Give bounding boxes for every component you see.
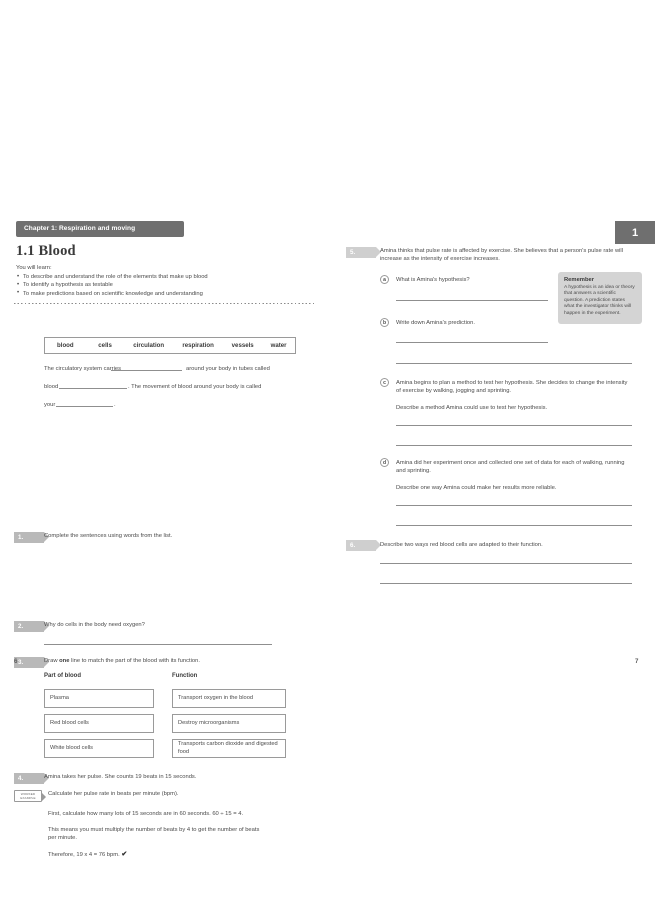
- question-5-prompt: Amina thinks that pulse rate is affected by exercise. She believes that a person's pulse rate will increase as the intensity of exercise increases.: [380, 248, 623, 263]
- question-5c-prompt: Amina begins to plan a method to test her hypothesis. She decides to change the intensity of exercise by walking, jogging and sprinting.: [396, 380, 628, 395]
- list-item: • To identify a hypothesis as testable: [16, 281, 256, 289]
- page-title: 1.1 Blood: [16, 243, 76, 259]
- question-number-label: 3.: [18, 659, 24, 666]
- q1-sentence-part-a: The circulatory system carries: [44, 366, 121, 372]
- answer-line[interactable]: [396, 445, 632, 446]
- question-6-prompt: Describe two ways red blood cells are adapted to their function.: [380, 542, 543, 548]
- question-5b-prompt: Write down Amina's prediction.: [396, 320, 475, 326]
- answer-blank[interactable]: [59, 388, 127, 389]
- match-box-plasma[interactable]: Plasma: [44, 689, 154, 708]
- word-option: vessels: [231, 342, 254, 349]
- word-option: respiration: [182, 342, 214, 349]
- question-5a-prompt: What is Amina's hypothesis?: [396, 277, 470, 283]
- subquestion-a-marker: a: [380, 275, 389, 284]
- subquestion-c-marker: c: [380, 378, 389, 387]
- match-column-header-functions: Function: [172, 673, 198, 679]
- q3-prompt-emphasis: one: [59, 658, 70, 664]
- list-item: • To make predictions based on scientific knowledge and understanding: [16, 290, 256, 298]
- worked-example-badge: [14, 790, 42, 802]
- question-3-prompt: [44, 657, 306, 665]
- subquestion-b-marker: b: [380, 318, 389, 327]
- match-box-function-1[interactable]: Transport oxygen in the blood: [172, 689, 286, 708]
- match-box-red-blood-cells[interactable]: Red blood cells: [44, 714, 154, 733]
- q4-task: Calculate her pulse rate in beats per minute (bpm).: [48, 791, 179, 797]
- answer-line[interactable]: [380, 583, 632, 584]
- q1-sentence-part-c: blood: [44, 384, 59, 390]
- remember-callout: [558, 272, 642, 324]
- question-number-label: 6.: [350, 542, 356, 549]
- match-box-function-3[interactable]: Transports carbon dioxide and digested food: [172, 739, 286, 758]
- worked-example-line-1: WORKED: [20, 792, 36, 796]
- word-option: blood: [57, 342, 74, 349]
- remember-title: Remember: [564, 277, 594, 283]
- subquestion-d-marker: d: [380, 458, 389, 467]
- answer-line[interactable]: [396, 300, 548, 301]
- worked-example-line-2: EXAMPLE: [20, 796, 36, 800]
- answer-line[interactable]: [396, 525, 632, 526]
- answer-blank[interactable]: [111, 370, 182, 371]
- chapter-banner-label: Chapter 1: Respiration and moving: [24, 224, 136, 232]
- right-page: [330, 210, 660, 670]
- word-option: cells: [98, 342, 112, 349]
- match-box-function-2[interactable]: Destroy microorganisms: [172, 714, 286, 733]
- match-column-header-parts: Part of blood: [44, 673, 81, 679]
- question-1-number: [14, 532, 44, 543]
- question-5c-task: Describe a method Amina could use to test her hypothesis.: [396, 405, 548, 411]
- q1-sentence-part-d: . The movement of blood around your body is called: [128, 384, 262, 390]
- question-1-prompt: Complete the sentences using words from the list.: [44, 533, 173, 539]
- q3-prompt-before: Draw: [44, 658, 60, 664]
- question-2-number: [14, 621, 44, 632]
- question-number-label: 5.: [350, 249, 356, 256]
- word-option: circulation: [133, 342, 165, 349]
- q4-step-1: First, calculate how many lots of 15 seconds are in 60 seconds. 60 ÷ 15 = 4.: [48, 811, 244, 817]
- question-number-label: 4.: [18, 775, 24, 782]
- answer-line[interactable]: [396, 342, 548, 343]
- unit-tab: [615, 221, 655, 244]
- list-item: • To describe and understand the role of the elements that make up blood: [16, 273, 256, 281]
- question-number-label: 2.: [18, 623, 24, 630]
- word-option: water: [270, 342, 287, 349]
- question-4-number: [14, 773, 44, 784]
- answer-line[interactable]: [396, 505, 632, 506]
- q1-sentence-part-f: .: [114, 402, 116, 408]
- q4-step-2: This means you must multiply the number of beats by 4 to get the number of beats per minute.: [48, 827, 260, 842]
- question-5-number: [346, 247, 376, 258]
- left-page: [0, 210, 330, 858]
- section-divider: [14, 303, 316, 304]
- check-mark-icon: ✔: [121, 851, 128, 858]
- answer-line[interactable]: [396, 363, 632, 364]
- q4-step-3: Therefore, 19 x 4 = 76 bpm. ✔: [48, 851, 128, 858]
- match-box-white-blood-cells[interactable]: White blood cells: [44, 739, 154, 758]
- answer-line[interactable]: [396, 425, 632, 426]
- question-2-prompt: Why do cells in the body need oxygen?: [44, 622, 145, 628]
- answer-line[interactable]: [44, 644, 272, 645]
- chapter-banner: [16, 221, 184, 237]
- q1-sentence-part-e: your: [44, 402, 56, 408]
- objectives-heading: You will learn:: [16, 265, 52, 271]
- question-number-label: 1.: [18, 534, 24, 541]
- page-number-left: 6: [14, 658, 18, 665]
- question-5d-task: Describe one way Amina could make her results more reliable.: [396, 485, 557, 491]
- question-4-prompt: Amina takes her pulse. She counts 19 beats in 15 seconds.: [44, 774, 197, 780]
- answer-line[interactable]: [380, 563, 632, 564]
- question-5d-prompt: Amina did her experiment once and collected one set of data for each of walking, running and sprinting.: [396, 460, 625, 475]
- question-3-number: [14, 657, 44, 668]
- page-number-right: 7: [635, 658, 639, 665]
- q3-prompt-after: line to match the part of the blood with its function.: [69, 658, 200, 664]
- objectives-list: [16, 273, 256, 298]
- remember-body: A hypothesis is an idea or theory that answers a scientific question. A prediction states what the investigator thinks will happen in the experiment.: [564, 285, 635, 316]
- answer-blank[interactable]: [56, 406, 113, 407]
- question-6-number: [346, 540, 376, 551]
- word-list-box: [44, 337, 296, 354]
- unit-tab-label: 1: [631, 226, 639, 239]
- q1-sentence-part-b: around your body in tubes called: [186, 366, 270, 372]
